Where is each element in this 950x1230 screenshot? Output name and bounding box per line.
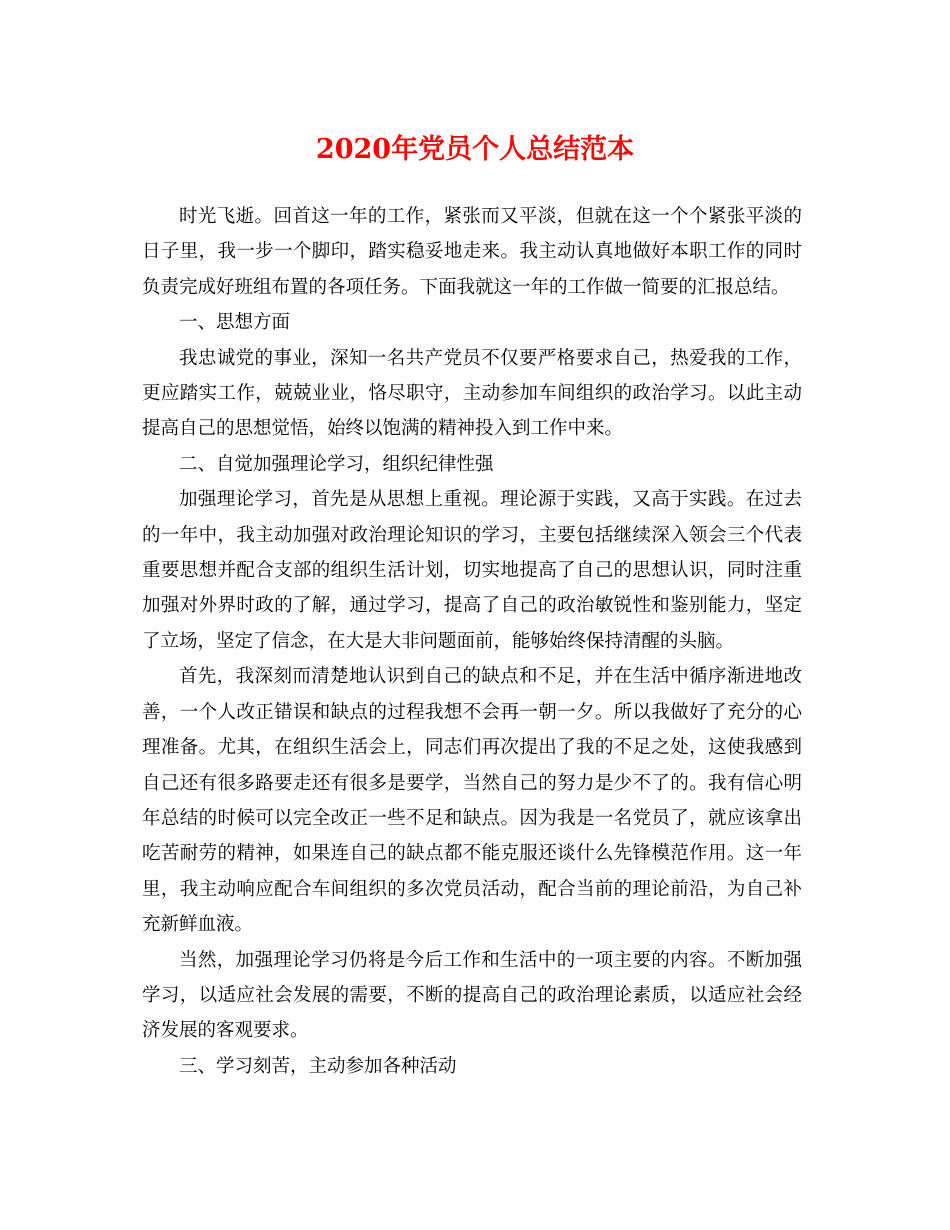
document-title: 2020年党员个人总结范本 (315, 134, 635, 165)
document-body (142, 199, 802, 1084)
heading-activities: 三、学习刻苦，主动参加各种活动 (179, 1055, 457, 1077)
paragraph-shortcomings: 首先，我深刻而清楚地认识到自己的缺点和不足，并在生活中循序渐进地改善，一个人改正错误和缺点的过程我想不会再一朝一夕。所以我做好了充分的心理准备。尤其，在组织生活会上，同志们再次提出了我的不足之处，这使我感到自己还有很多路要走还有很多是要学，当然自己的努力是少不了的。我有信心明年总结的时候可以完全改正一些不足和缺点。因为我是一名党员了，就应该拿出吃苦耐劳的精神，如果连自己的缺点都不能克服还谈什么先锋模范作用。这一年里，我主动响应配合车间组织的多次党员活动，配合当前的理论前沿，为自己补充新鲜血液。 (142, 666, 802, 936)
paragraph-continued-study: 当然，加强理论学习仍将是今后工作和生活中的一项主要的内容。不断加强学习，以适应社会发展的需要，不断的提高自己的政治理论素质，以适应社会经济发展的客观要求。 (142, 949, 802, 1042)
paragraph-thought: 我忠诚党的事业，深知一名共产党员不仅要严格要求自己，热爱我的工作，更应踏实工作，兢兢业业，恪尽职守，主动参加车间组织的政治学习。以此主动提高自己的思想觉悟，始终以饱满的精神投入到工作中来。 (142, 347, 802, 440)
paragraph-theory-study: 加强理论学习，首先是从思想上重视。理论源于实践，又高于实践。在过去的一年中，我主动加强对政治理论知识的学习，主要包括继续深入领会三个代表重要思想并配合支部的组织生活计划，切实地提高了自己的思想认识，同时注重加强对外界时政的了解，通过学习，提高了自己的政治敏锐性和鉴别能力，坚定了立场，坚定了信念，在大是大非问题面前，能够始终保持清醒的头脑。 (142, 489, 802, 652)
heading-thought: 一、思想方面 (179, 312, 291, 334)
paragraph-intro: 时光飞逝。回首这一年的工作，紧张而又平淡，但就在这一个个紧张平淡的日子里，我一步一个脚印，踏实稳妥地走来。我主动认真地做好本职工作的同时负责完成好班组布置的各项任务。下面我就这一年的工作做一简要的汇报总结。 (142, 206, 802, 298)
heading-theory-study: 二、自觉加强理论学习，组织纪律性强 (179, 453, 494, 475)
